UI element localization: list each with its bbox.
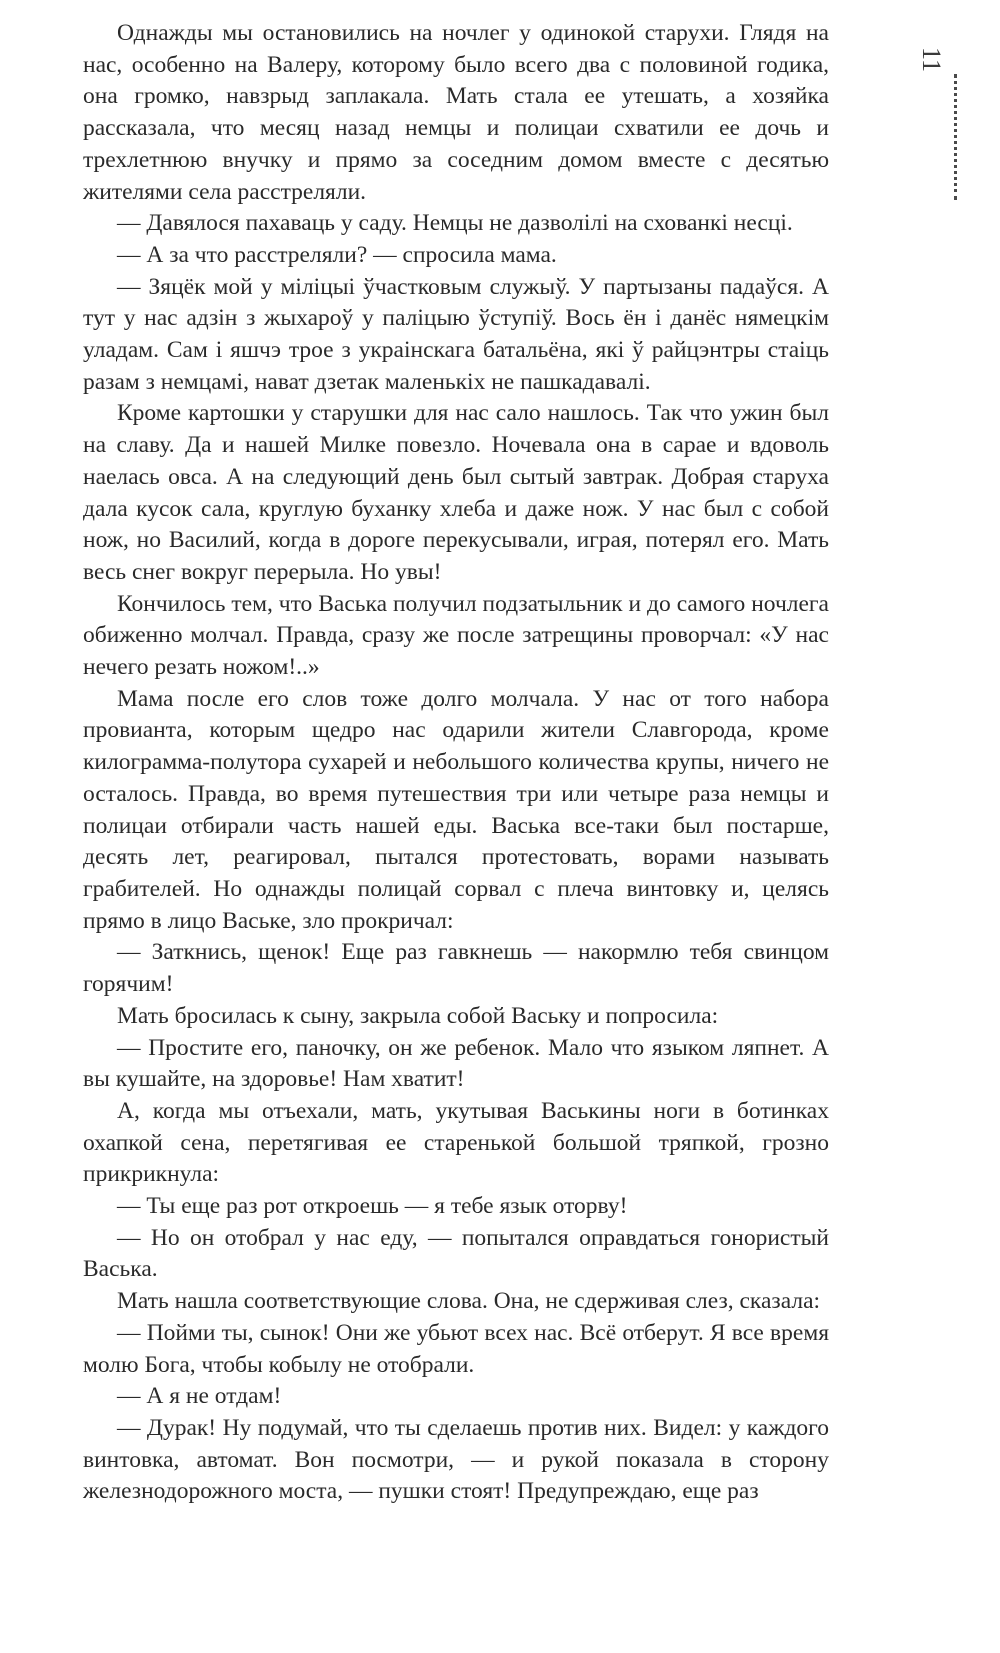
paragraph: Мама после его слов тоже долго молчала. У нас от того набора провианта, которым щедро нас одарили жители Славгорода, кроме килограмма-полутора сухарей и небольшого количества крупы, ничего не осталось. Правда, во время путешествия три или четыре раза немцы и полицаи отбирали часть нашей еды. Васька все-таки был постарше, десять лет, реагировал, пытался протестовать, ворами называть грабителей. Но однажды полицай сорвал с плеча винтовку и, целясь прямо в лицо Ваське, зло прокричал: [83,685,829,934]
paragraph: — Зяцёк мой у міліцыі ўчастковым служыў. У партызаны падаўся. А тут у нас адзін з жыхароў у паліцыю ўступіў. Вось ён і данёс нямецкім уладам. Сам і яшчэ трое з украінскага батальёна, які ў райцэнтры стаіць разам з немцамі, нават дзетак маленькіх не пашкадавалі. [83,273,829,395]
paragraph: — А за что расстреляли? — спросила мама. [117,241,557,268]
paragraph: — Дурак! Ну подумай, что ты сделаешь против них. Видел: у каждого винтовка, автомат. Вон посмотри, — и рукой показала в сторону железнодорожного моста, — пушки стоят! Предупреждаю, еще раз [83,1414,829,1505]
paragraph: — Давялося пахаваць у саду. Немцы не дазволілі на схованкі несці. [117,210,793,237]
paragraph: А, когда мы отъехали, мать, укутывая Васькины ноги в ботинках охапкой сена, перетягивая ее старенькой большой тряпкой, грозно прикрикнула: [83,1097,829,1188]
paragraph: Однажды мы остановились на ночлег у одинокой старухи. Глядя на нас, особенно на Валеру, которому было всего два с половиной годика, она громко, навзрыд заплакала. Мать стала ее утешать, а хозяйка рассказала, что месяц назад немцы и полицаи схватили ее дочь и трехлетнюю внучку и прямо за соседним домом вместе с десятью жителями села расстреляли. [83,20,829,205]
paragraph: — Заткнись, щенок! Еще раз гавкнешь — накормлю тебя свинцом горячим! [83,939,829,998]
paragraph: — Простите его, паночку, он же ребенок. Мало что языком ляпнет. А вы кушайте, на здоровье! Нам хватит! [83,1034,829,1093]
paragraph: Кончилось тем, что Васька получил подзатыльник и до самого ночлега обиженно молчал. Правда, сразу же после затрещины проворчал: «У нас нечего резать ножом!..» [83,590,829,681]
paragraph: — А я не отдам! [117,1383,282,1410]
paragraph: — Пойми ты, сынок! Они же убьют всех нас. Всё отберут. Я все время молю Бога, чтобы кобылу не отобрали. [83,1319,829,1378]
margin-dotted-rule [954,74,957,200]
paragraph: Кроме картошки у старушки для нас сало нашлось. Так что ужин был на славу. Да и нашей Милке повезло. Ночевала она в сарае и вдоволь наелась овса. А на следующий день был сытый завтрак. Добрая старуха дала кусок сала, круглую буханку хлеба и даже нож. У нас был с собой нож, но Василий, когда в дороге перекусывали, играя, потерял его. Мать весь снег вокруг перерыла. Но увы! [83,400,829,585]
paragraph: — Ты еще раз рот откроешь — я тебе язык оторву! [117,1193,628,1220]
paragraph: Мать бросилась к сыну, закрыла собой Ваську и попросила: [117,1002,719,1029]
paragraph: — Но он отобрал у нас еду, — попытался оправдаться гонористый Васька. [83,1224,829,1283]
page-body-text [83,18,829,1508]
page-number: 11 [917,47,946,73]
paragraph: Мать нашла соответствующие слова. Она, не сдерживая слез, сказала: [117,1288,821,1315]
